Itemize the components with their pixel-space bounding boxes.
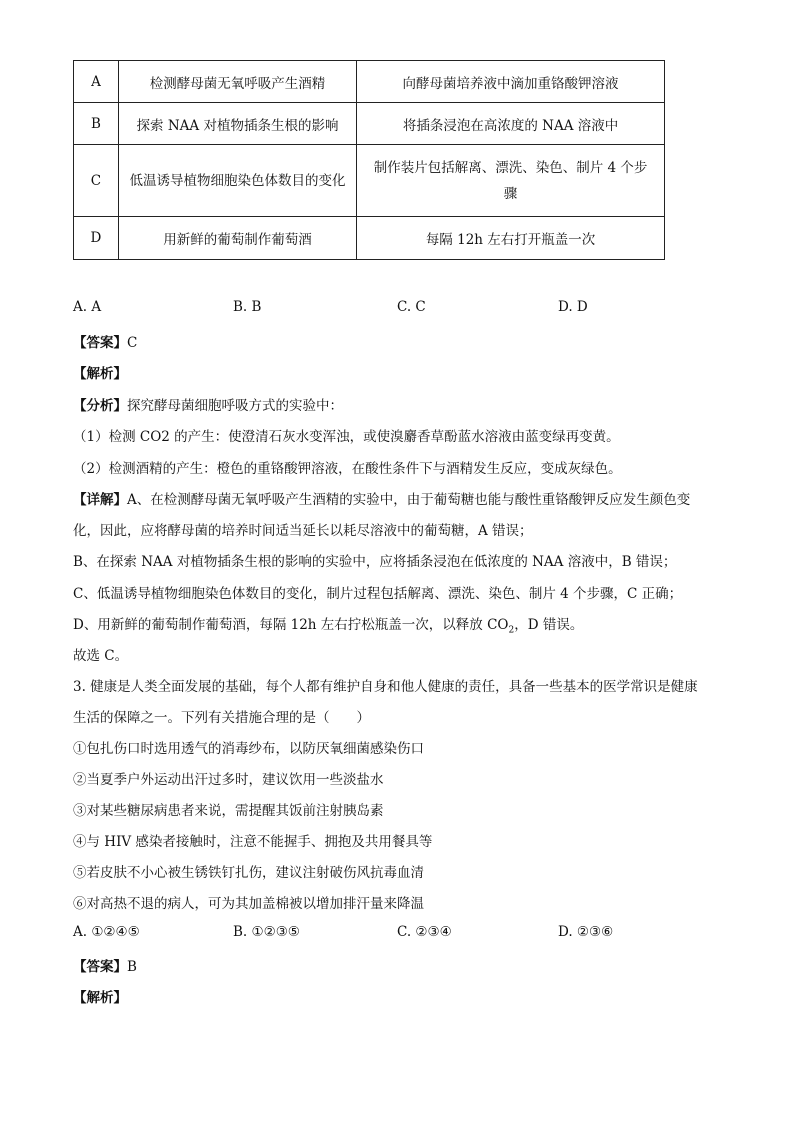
table-row [74,145,665,217]
detail-d-subscript: 2 [508,625,515,636]
q3-stem-line1: 3. 健康是人类全面发展的基础，每个人都有维护自身和他人健康的责任，具备一些基本的医学常识是健康 [73,679,698,695]
q2-detail-a-line1 [73,488,690,508]
detail-d-end: ，D 错误。 [514,617,584,633]
choice-d: D. D [558,299,588,315]
fenxi-tag: 【分析】 [73,398,127,414]
q2-analysis-heading [73,362,127,382]
choice-a: A. A [73,299,102,315]
experiment-name: 用新鲜的葡萄制作葡萄酒 [118,217,356,260]
choice-c: C. ②③④ [397,924,452,940]
q3-item-6: ⑥对高热不退的病人，可为其加盖棉被以增加排汗量来降温 [73,896,424,912]
q2-detail-b: B、在探索 NAA 对植物插条生根的影响的实验中，应将插条浸泡在低浓度的 NAA 溶液中，B 错误； [73,554,677,570]
q2-detail-c: C、低温诱导植物细胞染色体数目的变化，制片过程包括解离、漂洗、染色、制片 4 个步骤，C 正确； [73,586,683,602]
experiment-operation [357,145,665,217]
choice-b: B. ①②③⑤ [233,924,300,940]
answer-tag: 【答案】 [73,959,127,975]
experiment-operation: 将插条浸泡在高浓度的 NAA 溶液中 [357,103,665,145]
experiment-options-table [73,60,665,260]
option-letter: A [74,61,119,103]
q2-point-1: （1）检测 CO2 的产生：使澄清石灰水变浑浊，或使溴麝香草酚蓝水溶液由蓝变绿再变黄。 [73,429,620,445]
q2-point-2: （2）检测酒精的产生：橙色的重铬酸钾溶液，在酸性条件下与酒精发生反应，变成灰绿色。 [73,461,622,477]
fenxi-text: 探究酵母菌细胞呼吸方式的实验中： [127,398,343,414]
q3-item-2: ②当夏季户外运动出汗过多时，建议饮用一些淡盐水 [73,772,384,788]
option-letter: C [74,145,119,217]
choice-a: A. ①②④⑤ [73,924,140,940]
experiment-name: 低温诱导植物细胞染色体数目的变化 [118,145,356,217]
detail-a-text: A、在检测酵母菌无氧呼吸产生酒精的实验中，由于葡萄糖也能与酸性重铬酸钾反应发生颜色变 [127,492,691,508]
q3-stem-line2: 生活的保障之一。下列有关措施合理的是（ ） [73,710,370,726]
option-letter: D [74,217,119,260]
analysis-tag: 【解析】 [73,366,127,382]
q2-choices [73,299,733,319]
answer-value: C [127,335,138,351]
q2-detail-a-line2: 化，因此，应将酵母菌的培养时间适当延长以耗尽溶液中的葡萄糖，A 错误； [73,523,533,539]
q3-item-4: ④与 HIV 感染者接触时，注意不能握手、拥抱及共用餐具等 [73,834,433,850]
xiangjie-tag: 【详解】 [73,492,127,508]
answer-tag: 【答案】 [73,335,127,351]
answer-value: B [127,959,137,975]
option-letter: B [74,103,119,145]
operation-line-1: 制作装片包括解离、漂洗、染色、制片 4 个步 [373,159,648,176]
choice-d: D. ②③⑥ [558,924,614,940]
q3-item-3: ③对某些糖尿病患者来说，需提醒其饭前注射胰岛素 [73,803,384,819]
table-row [74,217,665,260]
experiment-operation: 每隔 12h 左右打开瓶盖一次 [357,217,665,260]
experiment-operation: 向酵母菌培养液中滴加重铬酸钾溶液 [357,61,665,103]
q3-item-5: ⑤若皮肤不小心被生锈铁钉扎伤，建议注射破伤风抗毒血清 [73,865,424,881]
q3-item-1: ①包扎伤口时选用透气的消毒纱布，以防厌氧细菌感染伤口 [73,741,424,757]
table-row [74,61,665,103]
q2-answer [73,331,137,351]
choice-b: B. B [233,299,262,315]
q3-analysis-heading [73,986,127,1006]
experiment-name: 检测酵母菌无氧呼吸产生酒精 [118,61,356,103]
table-row [74,103,665,145]
q3-answer [73,955,137,975]
q2-detail-d [73,613,583,636]
analysis-tag: 【解析】 [73,990,127,1006]
operation-line-2: 骤 [503,185,518,202]
experiment-name: 探索 NAA 对植物插条生根的影响 [118,103,356,145]
q3-choices [73,924,733,944]
q2-conclusion: 故选 C。 [73,648,129,664]
choice-c: C. C [397,299,426,315]
q2-fenxi [73,394,343,414]
detail-d-text: D、用新鲜的葡萄制作葡萄酒，每隔 12h 左右拧松瓶盖一次，以释放 CO [73,617,509,633]
